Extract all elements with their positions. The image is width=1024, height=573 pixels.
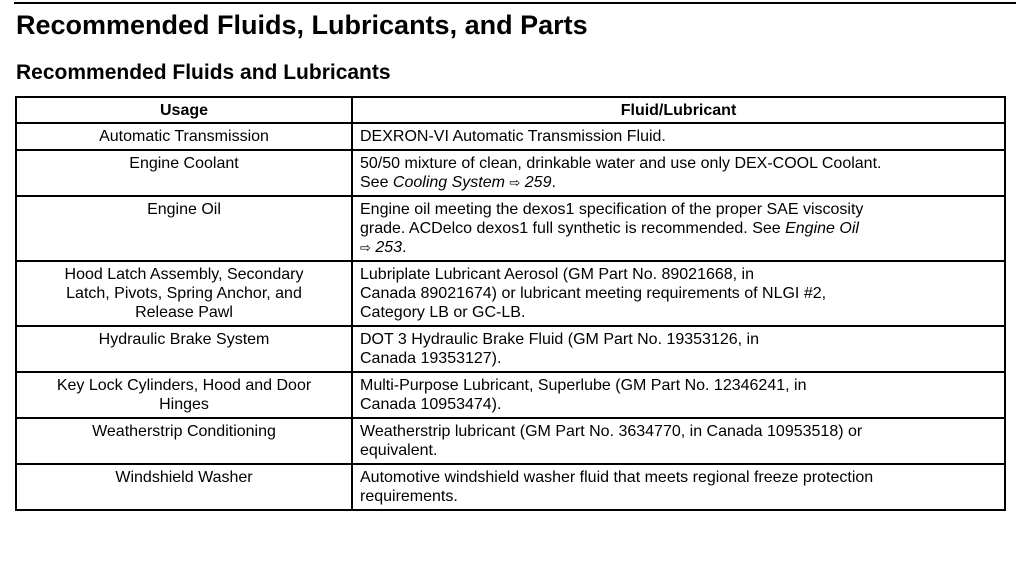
cross-reference-title: Engine Oil <box>785 220 859 237</box>
usage-cell: Automatic Transmission <box>16 123 352 150</box>
end-punct: . <box>551 174 556 191</box>
fluid-text: Automotive windshield washer fluid that meets regional freeze protection <box>360 469 874 486</box>
table-row <box>16 418 1005 464</box>
fluid-cell <box>352 326 1005 372</box>
page-number: 253 <box>375 239 403 256</box>
fluid-text: Weatherstrip lubricant (GM Part No. 3634770, in Canada 10953518) or <box>360 423 863 440</box>
fluid-text: equivalent. <box>360 442 438 459</box>
usage-text: Hinges <box>159 396 209 413</box>
usage-cell: Hydraulic Brake System <box>16 326 352 372</box>
page-arrow-icon: ⇨ <box>509 175 521 190</box>
fluid-text: Multi-Purpose Lubricant, Superlube (GM Part No. 12346241, in <box>360 377 807 394</box>
table-header-row <box>16 97 1005 123</box>
table-row <box>16 123 1005 150</box>
fluid-cell <box>352 418 1005 464</box>
usage-text: Hood Latch Assembly, Secondary <box>64 266 304 283</box>
fluid-cell <box>352 261 1005 326</box>
fluid-text: Category LB or GC-LB. <box>360 304 526 321</box>
table-row <box>16 326 1005 372</box>
fluid-header: Fluid/Lubricant <box>352 97 1005 123</box>
fluids-table <box>15 96 1006 511</box>
table-row <box>16 150 1005 196</box>
table-row <box>16 196 1005 261</box>
fluid-cell <box>352 150 1005 196</box>
fluid-text: Engine oil meeting the dexos1 specification of the proper SAE viscosity <box>360 201 864 218</box>
fluid-cell <box>352 464 1005 510</box>
fluid-text: requirements. <box>360 488 458 505</box>
fluid-text: grade. ACDelco dexos1 full synthetic is recommended. <box>360 220 748 237</box>
fluid-text: Lubriplate Lubricant Aerosol (GM Part No. 89021668, in <box>360 266 755 283</box>
page-number: 259 <box>524 174 552 191</box>
fluid-text: 50/50 mixture of clean, drinkable water and use only DEX-COOL Coolant. <box>360 155 882 172</box>
table-row <box>16 261 1005 326</box>
fluid-text: DEXRON-VI Automatic Transmission Fluid. <box>360 128 666 145</box>
usage-cell: Engine Coolant <box>16 150 352 196</box>
fluid-cell <box>352 123 1005 150</box>
usage-text: Latch, Pivots, Spring Anchor, and <box>66 285 302 302</box>
top-rule <box>14 2 1016 4</box>
usage-cell: Windshield Washer <box>16 464 352 510</box>
fluid-text: DOT 3 Hydraulic Brake Fluid (GM Part No. 19353126, in <box>360 331 759 348</box>
end-punct: . <box>402 239 407 256</box>
fluid-text: Canada 89021674) or lubricant meeting requirements of NLGI #2, <box>360 285 827 302</box>
usage-header: Usage <box>16 97 352 123</box>
section-title: Recommended Fluids and Lubricants <box>16 61 391 84</box>
page-title: Recommended Fluids, Lubricants, and Parts <box>16 10 588 40</box>
fluid-cell <box>352 196 1005 261</box>
cross-reference-title: Cooling System <box>392 174 505 191</box>
fluid-cell <box>352 372 1005 418</box>
usage-cell: Engine Oil <box>16 196 352 261</box>
fluid-text: Canada 19353127). <box>360 350 502 367</box>
cross-reference-link[interactable] <box>393 174 552 191</box>
usage-text: Release Pawl <box>135 304 233 321</box>
table-row <box>16 464 1005 510</box>
usage-cell: Weatherstrip Conditioning <box>16 418 352 464</box>
page-arrow-icon: ⇨ <box>360 240 371 255</box>
see-text: See <box>747 220 786 237</box>
usage-text: Key Lock Cylinders, Hood and Door <box>56 377 312 394</box>
fluid-text: Canada 10953474). <box>360 396 502 413</box>
table-row <box>16 372 1005 418</box>
see-text: See <box>360 174 393 191</box>
usage-cell <box>16 372 352 418</box>
usage-cell <box>16 261 352 326</box>
